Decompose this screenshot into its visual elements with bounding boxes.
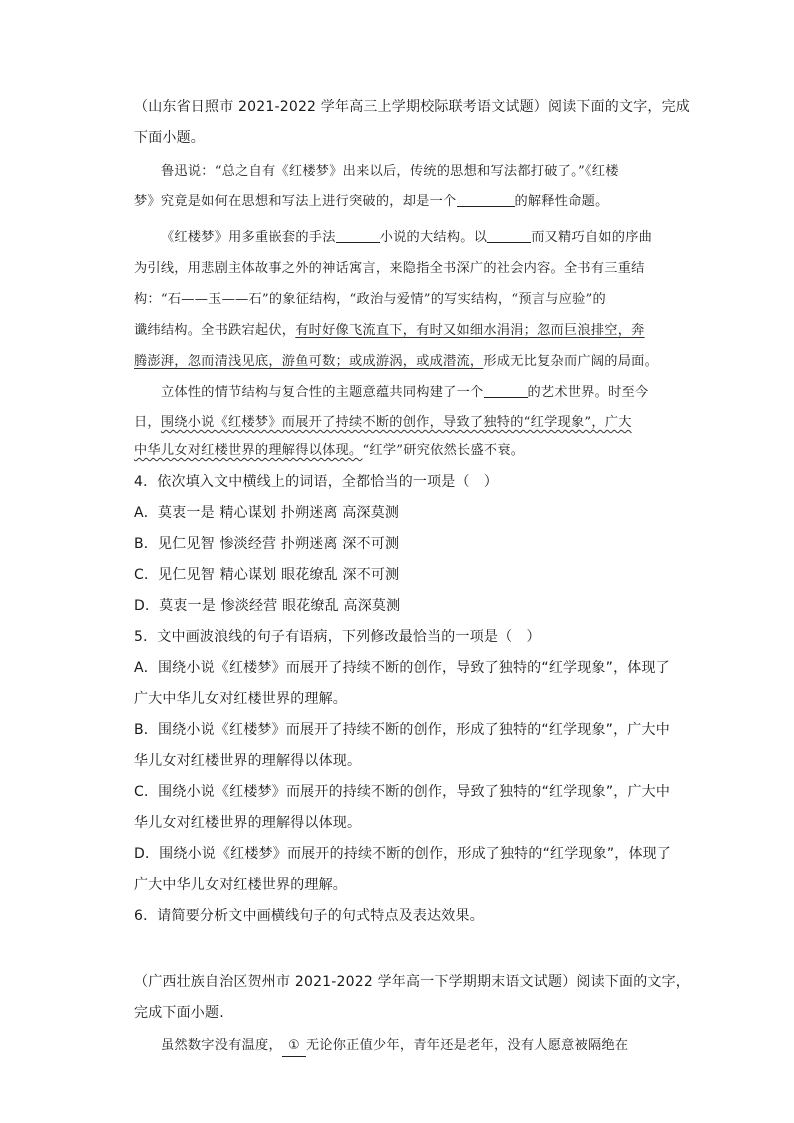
passage-p3-line1 (161, 383, 648, 403)
blank-marker-1: ① (282, 1036, 306, 1057)
passage-source-1: （山东省日照市 2021-2022 学年高三上学期校际联考语文试题）阅读下面的文字，完成 (134, 99, 691, 115)
question-4-option-c: C．见仁见智 精心谋划 眼花缭乱 深不可测 (134, 567, 400, 583)
text-span: 的艺术世界。时至今 (527, 385, 649, 400)
passage-source-2-cont: 完成下面小题. (134, 1005, 224, 1021)
question-5-option-b-line1: B．围绕小说《红楼梦》而展开了持续不断的创作，形成了独特的“红学现象”，广大中 (134, 722, 670, 738)
question-6: 6．请简要分析文中画横线句子的句式特点及表达效果。 (134, 908, 484, 924)
question-5-option-a-line1: A．围绕小说《红楼梦》而展开了持续不断的创作，导致了独特的“红学现象”，体现了 (134, 660, 670, 676)
passage-p1-line2 (134, 192, 609, 212)
text-span: 无论你正值少年，青年还是老年，没有人愿意被隔绝在 (305, 1038, 629, 1053)
fill-blank-3 (487, 228, 531, 243)
passage-p2-line3: 构：“石——玉——石”的象征结构，“政治与爱情”的写实结构，“预言与应验”的 (134, 292, 606, 307)
text-span: 形成无比复杂而广阔的局面。 (483, 354, 659, 369)
passage-p2-line4 (134, 321, 645, 341)
fill-blank-1 (457, 192, 515, 207)
text-span: 谶纬结构。全书跌宕起伏， (134, 323, 296, 338)
straight-underlined-sentence: 有时好像飞流直下，有时又如细水涓涓；忽而巨浪排空，奔 (295, 323, 645, 338)
question-5: 5．文中画波浪线的句子有语病，下列修改最恰当的一项是（ ） (134, 629, 541, 645)
passage-p2-line2: 为引线，用悲剧主体故事之外的神话寓言，来隐指全书深广的社会内容。全书有三重结 (134, 261, 645, 276)
passage-p2-line5 (134, 352, 658, 372)
wavy-underlined-sentence: 围绕小说《红楼梦》而展开了持续不断的创作，导致了独特的“红学现象”，广大 (160, 415, 632, 430)
text-span: 虽然数字没有温度， (161, 1038, 282, 1053)
text-span: “红学”研究依然长盛不衰。 (362, 443, 525, 458)
passage-p3-line3 (134, 441, 524, 461)
question-5-option-c-line1: C．围绕小说《红楼梦》而展开的持续不断的创作，导致了独特的“红学现象”，广大中 (134, 784, 671, 800)
passage-source-1-cont: 下面小题。 (134, 130, 205, 146)
question-4-option-b: B．见仁见智 惨淡经营 扑朔迷离 深不可测 (134, 536, 400, 552)
text-span: 立体性的情节结构与复合性的主题意蕴共同构建了一个 (161, 385, 484, 400)
wavy-underlined-sentence: 中华儿女对红楼世界的理解得以体现。 (134, 443, 363, 458)
text-span: 《红楼梦》用多重嵌套的手法 (161, 230, 336, 245)
straight-underlined-sentence: 腾澎湃，忽而清浅见底，游鱼可数；或成游涡，或成潜流， (134, 354, 484, 369)
question-5-option-d-line1: D．围绕小说《红楼梦》而展开的持续不断的创作，形成了独特的“红学现象”，体现了 (134, 846, 672, 862)
question-5-option-c-line2: 华儿女对红楼世界的理解得以体现。 (134, 815, 362, 831)
question-5-option-d-line2: 广大中华儿女对红楼世界的理解。 (134, 877, 347, 893)
question-4-option-d: D．莫衷一是 惨淡经营 眼花缭乱 高深莫测 (134, 598, 401, 614)
text-span: 梦》究竟是如何在思想和写法上进行突破的，却是一个 (134, 194, 457, 209)
text-span: 而又精巧自如的序曲 (531, 230, 653, 245)
fill-blank-2 (336, 228, 380, 243)
text-span: 的解释性命题。 (514, 194, 609, 209)
text-span: 小说的大结构。以 (379, 230, 488, 245)
question-4-option-a: A．莫衷一是 精心谋划 扑朔迷离 高深莫测 (134, 505, 400, 521)
fill-blank-4 (484, 383, 528, 398)
passage-p2-line1 (161, 228, 652, 248)
question-4: 4．依次填入文中横线上的词语，全都恰当的一项是（ ） (134, 474, 499, 490)
question-5-option-a-line2: 广大中华儿女对红楼世界的理解。 (134, 691, 347, 707)
passage2-p1-line1 (161, 1036, 628, 1057)
text-span: 日， (134, 415, 161, 430)
passage-source-2: （广西壮族自治区贺州市 2021-2022 学年高一下学期期末语文试题）阅读下面的文字， (134, 974, 691, 990)
question-5-option-b-line2: 华儿女对红楼世界的理解得以体现。 (134, 753, 362, 769)
passage-p3-line2 (134, 413, 632, 433)
passage-p1-line1: 鲁迅说：“总之自有《红楼梦》出来以后，传统的思想和写法都打破了。”《红楼 (161, 164, 619, 179)
